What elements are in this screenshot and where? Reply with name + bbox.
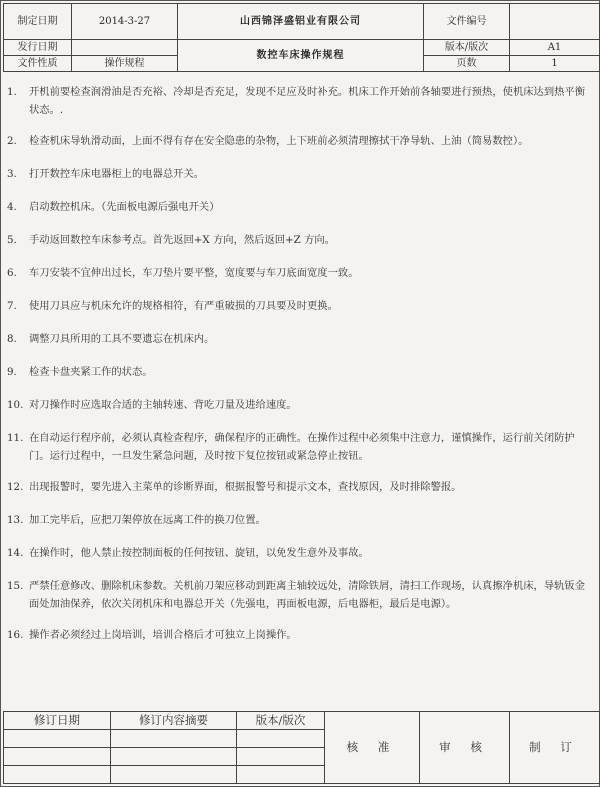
list-item <box>7 84 595 119</box>
item-number: 6. <box>7 267 17 279</box>
nature-label: 文件性质 <box>4 56 72 72</box>
item-text: 启动数控机床。（先面板电源后强电开关） <box>29 201 220 213</box>
list-item <box>7 397 595 413</box>
item-text: 开机前要检查润滑油是否充裕、冷却是否充足，发现不足应及时补充。机床工作开始前各轴要进行预热，使机床达到热平衡状态。. <box>29 86 586 116</box>
prepare-label: 制 订 <box>510 712 600 784</box>
revision-cell <box>111 748 237 766</box>
list-item <box>7 430 595 465</box>
item-text: 调整刀具所用的工具不要遗忘在机床内。 <box>29 333 215 345</box>
list-item <box>7 479 595 495</box>
item-text: 使用刀具应与机床允许的规格相符，有严重破损的刀具要及时更换。 <box>29 300 338 312</box>
item-number: 1. <box>7 86 17 98</box>
item-text: 严禁任意修改、删除机床参数。关机前刀架应移动到距离主轴较远处，清除铁屑，清扫工作现场，认真擦净机床，导轨钣金面处加油保养，依次关闭机床和电器总开关（先强电，再面板电源，后电器柜，最后是电源）。 <box>29 580 586 610</box>
procedure-list <box>7 84 595 660</box>
document-title: 数控车床操作规程 <box>178 40 424 72</box>
date-value: 2014-3-27 <box>72 4 178 40</box>
item-number: 14. <box>7 547 24 559</box>
item-number: 10. <box>7 399 24 411</box>
item-text: 检查机床导轨滑动面，上面不得有存在安全隐患的杂物，上下班前必须清理擦拭干净导轨、上油（简易数控）。 <box>29 135 529 147</box>
revision-cell <box>4 730 111 748</box>
issue-date-value <box>72 40 178 56</box>
version-label: 版本/版次 <box>424 40 510 56</box>
item-number: 7. <box>7 300 17 312</box>
item-number: 2. <box>7 135 17 147</box>
revision-table <box>3 711 600 784</box>
item-number: 4. <box>7 201 17 213</box>
approve-label: 核 准 <box>325 712 420 784</box>
list-item <box>7 166 595 182</box>
list-item <box>7 331 595 347</box>
item-text: 在操作时，他人禁止按控制面板的任何按钮、旋钮，以免发生意外及事故。 <box>29 547 369 559</box>
review-label: 审 核 <box>420 712 510 784</box>
item-text: 在自动运行程序前，必须认真检查程序，确保程序的正确性。在操作过程中必须集中注意力，谨慎操作，运行前关闭防护门。运行过程中，一旦发生紧急问题，及时按下复位按钮或紧急停止按钮。 <box>29 432 575 462</box>
revision-cell <box>237 730 325 748</box>
revision-cell <box>237 748 325 766</box>
list-item <box>7 199 595 215</box>
revision-summary-header: 修订内容摘要 <box>111 712 237 730</box>
list-item <box>7 298 595 314</box>
revision-cell <box>111 730 237 748</box>
list-item <box>7 364 595 380</box>
list-item <box>7 265 595 281</box>
file-no-value <box>510 4 600 40</box>
item-number: 5. <box>7 234 17 246</box>
item-number: 16. <box>7 629 24 641</box>
item-number: 11. <box>7 432 24 444</box>
revision-cell <box>4 766 111 784</box>
list-item <box>7 545 595 561</box>
pages-label: 页数 <box>424 56 510 72</box>
file-no-label: 文件编号 <box>424 4 510 40</box>
item-number: 9. <box>7 366 17 378</box>
item-text: 加工完毕后，应把刀架停放在远离工件的换刀位置。 <box>29 514 266 526</box>
revision-version-header: 版本/版次 <box>237 712 325 730</box>
item-text: 操作者必须经过上岗培训，培训合格后才可独立上岗操作。 <box>29 629 297 641</box>
item-text: 打开数控车床电器柜上的电器总开关。 <box>29 168 205 180</box>
revision-cell <box>4 748 111 766</box>
date-label: 制定日期 <box>4 4 72 40</box>
pages-value: 1 <box>510 56 600 72</box>
item-text: 检查卡盘夹紧工作的状态。 <box>29 366 153 378</box>
item-text: 对刀操作时应选取合适的主轴转速、背吃刀量及进给速度。 <box>29 399 297 411</box>
item-number: 3. <box>7 168 17 180</box>
item-text: 车刀安装不宜伸出过长，车刀垫片要平整，宽度要与车刀底面宽度一致。 <box>29 267 359 279</box>
nature-value: 操作规程 <box>72 56 178 72</box>
version-value: A1 <box>510 40 600 56</box>
list-item <box>7 627 595 643</box>
list-item <box>7 578 595 613</box>
revision-cell <box>111 766 237 784</box>
list-item <box>7 512 595 528</box>
item-text: 出现报警时，要先进入主菜单的诊断界面，根据报警号和提示文本，查找原因，及时排除警报。 <box>29 481 462 493</box>
issue-date-label: 发行日期 <box>4 40 72 56</box>
item-number: 12. <box>7 481 24 493</box>
item-number: 8. <box>7 333 17 345</box>
list-item <box>7 133 595 149</box>
list-item <box>7 232 595 248</box>
item-number: 15. <box>7 580 24 592</box>
revision-date-header: 修订日期 <box>4 712 111 730</box>
revision-cell <box>237 766 325 784</box>
company-name: 山西锦泽盛铝业有限公司 <box>178 4 424 40</box>
item-number: 13. <box>7 514 24 526</box>
header-table <box>3 3 600 72</box>
item-text: 手动返回数控车床参考点。首先返回+X 方向，然后返回+Z 方向。 <box>29 234 336 246</box>
